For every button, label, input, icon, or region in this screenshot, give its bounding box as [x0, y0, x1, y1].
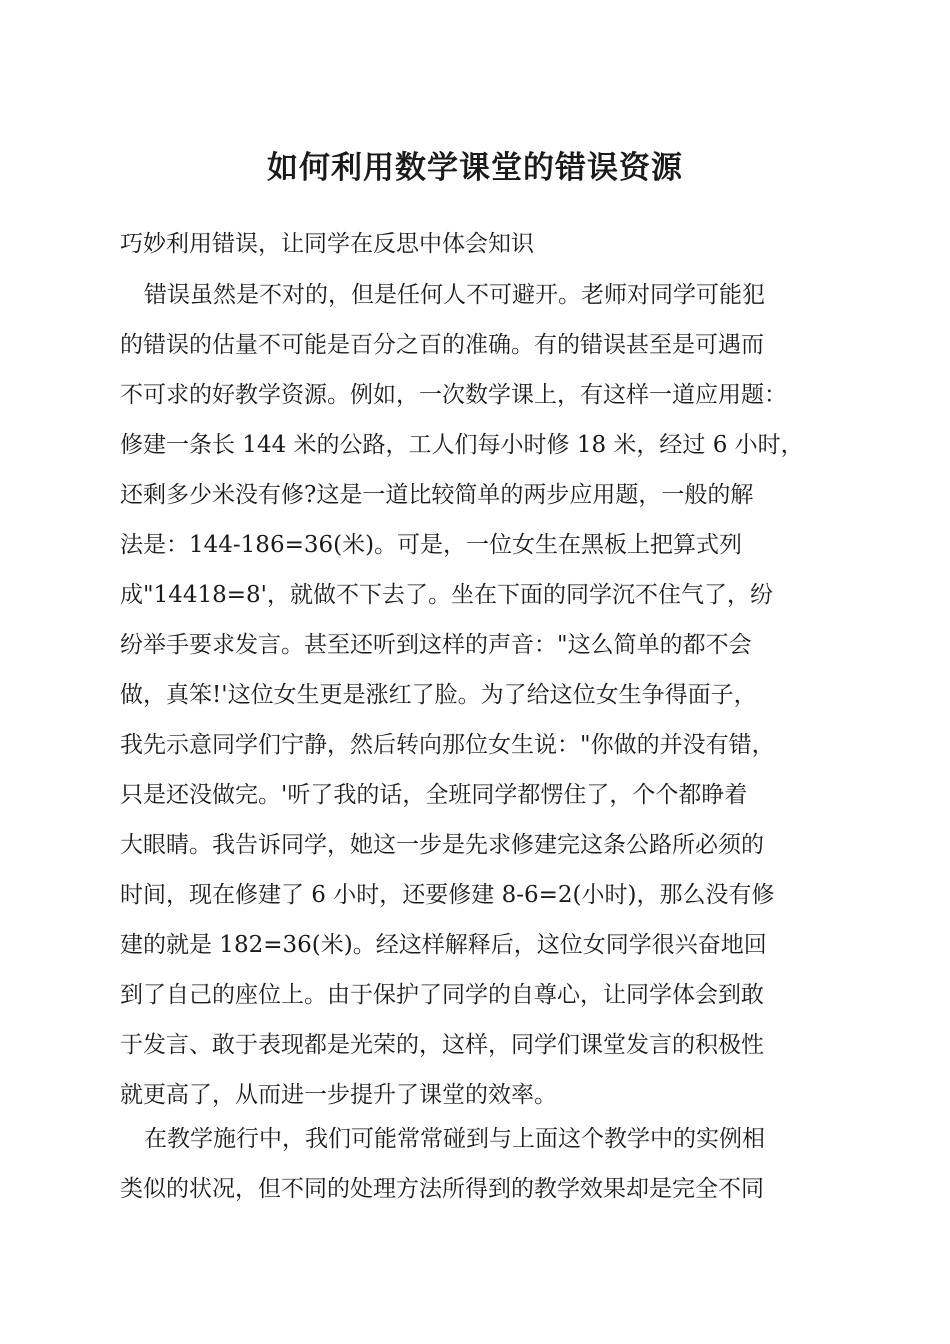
text-line: 只是还没做完。'听了我的话，全班同学都愣住了，个个都睁着: [120, 782, 748, 808]
text-line: 不可求的好教学资源。例如，一次数学课上，有这样一道应用题：: [120, 382, 787, 408]
text-line: 于发言、敢于表现都是光荣的，这样，同学们课堂发言的积极性: [120, 1032, 764, 1058]
paragraph-2: [120, 1114, 860, 1214]
text-line: 的错误的估量不可能是百分之百的准确。有的错误甚至是可遇而: [120, 332, 764, 358]
text-line: 成"14418=8'，就做不下去了。坐在下面的同学沉不住气了，纷: [120, 582, 773, 608]
text-line: 法是：144-186=36(米)。可是，一位女生在黑板上把算式列: [120, 532, 743, 558]
document-title: 如何利用数学课堂的错误资源: [267, 150, 683, 186]
text-line: 做，真笨!'这位女生更是涨红了脸。为了给这位女生争得面子，: [120, 682, 757, 708]
paragraph-1: [120, 270, 860, 1120]
text-line: 类似的状况，但不同的处理方法所得到的教学效果却是完全不同: [120, 1176, 764, 1202]
text-line: 在教学施行中，我们可能常常碰到与上面这个教学中的实例相: [144, 1126, 765, 1152]
text-line: 我先示意同学们宁静，然后转向那位女生说："你做的并没有错，: [120, 732, 775, 758]
text-line: 错误虽然是不对的，但是任何人不可避开。老师对同学可能犯: [144, 282, 765, 308]
text-line: 还剩多少米没有修?这是一道比较简单的两步应用题，一般的解: [120, 482, 754, 508]
text-line: 修建一条长 144 米的公路，工人们每小时修 18 米，经过 6 小时，: [120, 432, 804, 458]
text-line: 纷举手要求发言。甚至还听到这样的声音："这么简单的都不会: [120, 632, 752, 658]
text-line: 到了自己的座位上。由于保护了同学的自尊心，让同学体会到敢: [120, 982, 764, 1008]
text-line: 时间，现在修建了 6 小时，还要修建 8-6=2(小时)，那么没有修: [120, 882, 775, 908]
text-line: 大眼睛。我告诉同学，她这一步是先求修建完这条公路所必须的: [120, 832, 764, 858]
text-line: 建的就是 182=36(米)。经这样解释后，这位女同学很兴奋地回: [120, 932, 767, 958]
text-line: 就更高了，从而进一步提升了课堂的效率。: [120, 1082, 557, 1108]
document-subtitle: 巧妙利用错误，让同学在反思中体会知识: [120, 231, 534, 257]
